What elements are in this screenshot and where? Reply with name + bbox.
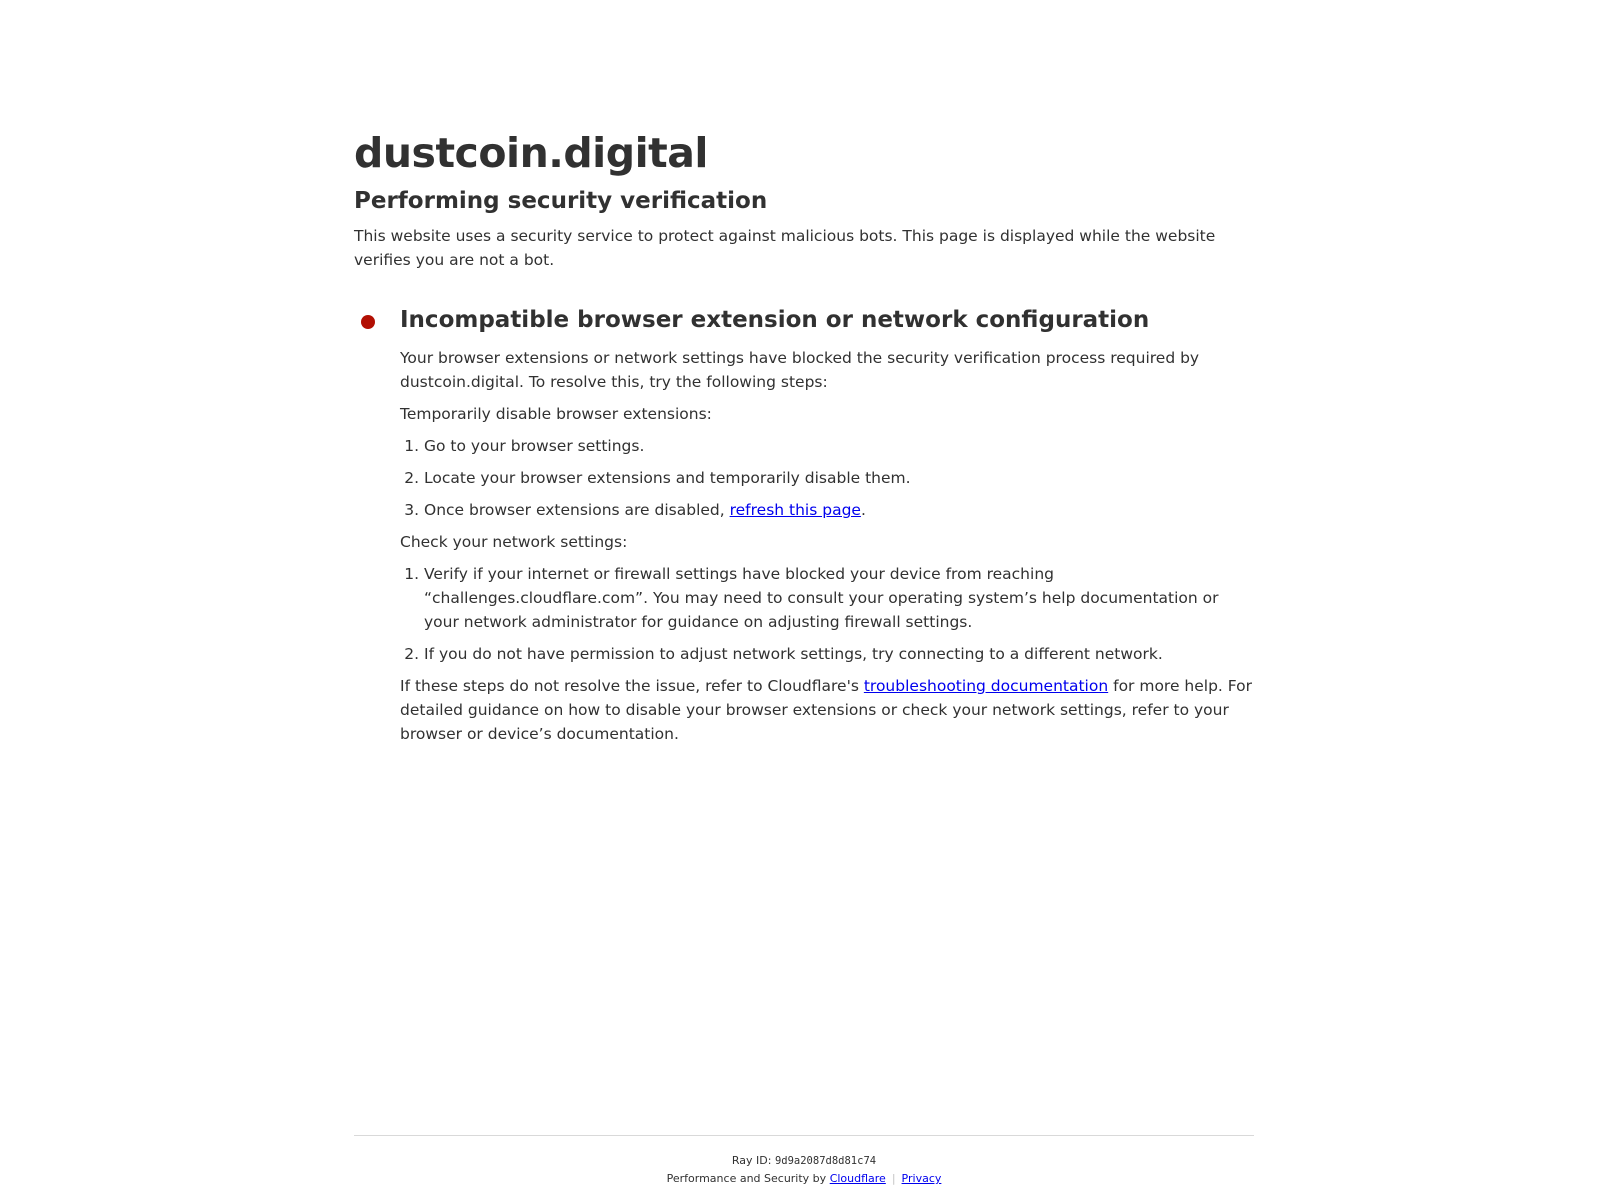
network-label: Check your network settings: (400, 533, 628, 551)
performance-line (354, 1170, 1254, 1188)
troubleshooting-docs-link[interactable]: troubleshooting documentation (863, 677, 1109, 695)
network-step-2: 2. If you do not have permission to adjust network settings, try connecting to a different network. (424, 642, 1254, 666)
ray-id-line (354, 1153, 1254, 1169)
network-steps-list (400, 562, 1254, 666)
extension-step-2: 2. Locate your browser extensions and temporarily disable them. (424, 466, 1254, 490)
privacy-link[interactable]: Privacy (901, 1172, 942, 1185)
closing-text (400, 674, 1254, 746)
error-section (354, 304, 1254, 746)
extension-step-3-text: Once browser extensions are disabled, (424, 501, 730, 519)
extensions-label: Temporarily disable browser extensions: (400, 405, 712, 423)
refresh-page-link[interactable]: refresh this page (729, 501, 861, 519)
extension-steps-list (400, 434, 1254, 522)
cloudflare-link[interactable]: Cloudflare (829, 1172, 886, 1185)
error-status-icon (361, 315, 375, 329)
site-title: dustcoin.digital (354, 129, 708, 177)
ray-id-value: 9d9a2087d8d81c74 (774, 1155, 877, 1167)
closing-suffix: for more help. For detailed guidance on how to disable your browser extensions or check your network settings, refer to your browser or device’s documentation. (400, 677, 1253, 743)
closing-prefix: If these steps do not resolve the issue, refer to Cloudflare's (400, 677, 864, 695)
network-step-1: 1. Verify if your internet or firewall settings have blocked your device from reaching “challenges.cloudflare.com”. You may need to consult your operating system’s help documentation or your network administrator for guidance on adjusting firewall settings. (424, 562, 1254, 634)
intro-text: This website uses a security service to protect against malicious bots. This page is displayed while the website verifies you are not a bot. (354, 227, 1216, 269)
footer-separator: | (891, 1172, 896, 1185)
main-content (354, 128, 1254, 746)
ray-id-label: Ray ID: (731, 1154, 775, 1167)
extension-step-1: 1. Go to your browser settings. (424, 434, 1254, 458)
footer (354, 1135, 1254, 1188)
performance-label: Performance and Security by (666, 1172, 830, 1185)
extension-step-3 (424, 498, 1254, 522)
page-subtitle: Performing security verification (354, 188, 768, 214)
error-title: Incompatible browser extension or network configuration (400, 307, 1150, 333)
error-description: Your browser extensions or network settings have blocked the security verification process required by dustcoin.digital. To resolve this, try the following steps: (400, 349, 1200, 391)
extension-step-3-suffix: . (860, 501, 866, 519)
